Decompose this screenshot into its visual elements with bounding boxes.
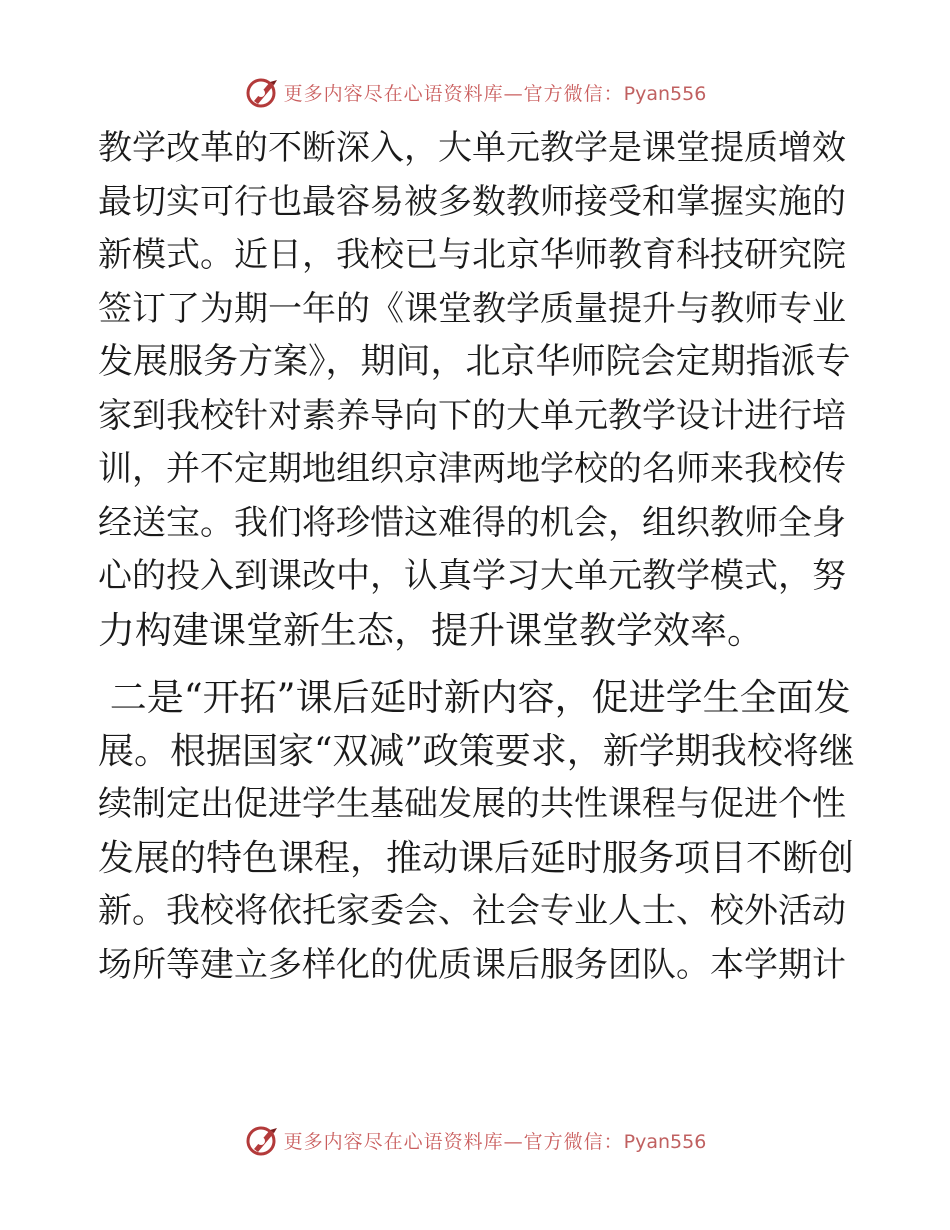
pen-circle-logo-icon — [244, 74, 280, 110]
text-line: 签订了为期一年的《课堂教学质量提升与教师专业 — [98, 288, 846, 329]
text-line: 心的投入到课改中，认真学习大单元教学模式，努 — [98, 556, 846, 596]
footer-banner — [0, 1120, 950, 1160]
text-line: 经送宝。我们将珍惜这难得的机会，组织教师全身 — [98, 502, 846, 543]
paragraph-gap — [98, 657, 858, 671]
header-wechat-id: Pyan556 — [623, 82, 707, 105]
text-line: 新。我校将依托家委会、社会专业人士、校外活动 — [98, 891, 846, 931]
header-banner — [0, 72, 950, 112]
pen-circle-logo-icon — [244, 1122, 280, 1158]
text-line: 发展的特色课程，推动课后延时服务项目不断创 — [98, 837, 855, 879]
paragraph-2 — [98, 671, 858, 992]
text-line: 新模式。近日，我校已与北京华师教育科技研究院 — [98, 235, 846, 275]
text-line: 家到我校针对素养导向下的大单元教学设计进行培 — [98, 395, 846, 436]
text-line: 力构建课堂新生态，提升课堂教学效率。 — [98, 608, 764, 652]
footer-wechat-id: Pyan556 — [623, 1130, 707, 1153]
text-line: 续制定出促进学生基础发展的共性课程与促进个性 — [98, 784, 846, 824]
text-line: 展。根据国家“双减”政策要求，新学期我校将继 — [98, 730, 855, 772]
text-line: 最切实可行也最容易被多数教师接受和掌握实施的 — [98, 181, 846, 222]
text-line: 发展服务方案》，期间，北京华师院会定期指派专 — [98, 342, 851, 382]
footer-banner-text: 更多内容尽在心语资料库—官方微信： — [283, 1130, 624, 1153]
text-line: 场所等建立多样化的优质课后服务团队。本学期计 — [98, 944, 846, 985]
paragraph-1 — [98, 122, 858, 657]
text-line: 教学改革的不断深入，大单元教学是课堂提质增效 — [98, 128, 846, 168]
header-banner-text: 更多内容尽在心语资料库—官方微信： — [283, 82, 624, 105]
text-line: 训，并不定期地组织京津两地学校的名师来我校传 — [98, 449, 846, 489]
body-text — [98, 122, 858, 992]
text-line: 二是“开拓”课后延时新内容，促进学生全面发 — [98, 676, 851, 719]
